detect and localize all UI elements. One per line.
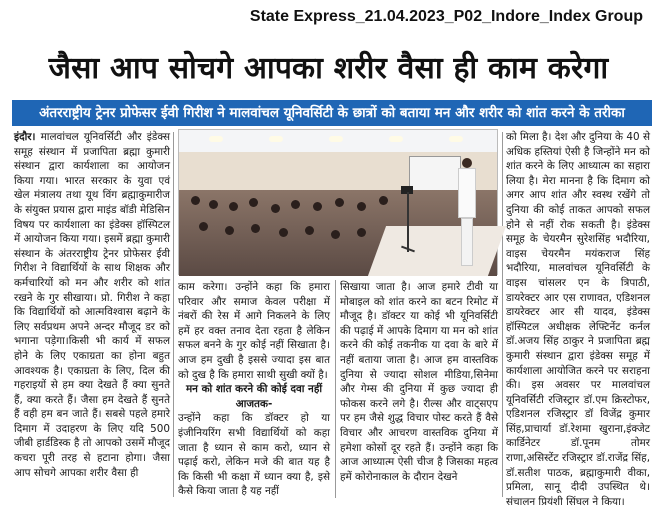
masthead-bar xyxy=(0,0,657,34)
masthead-text: State Express_21.04.2023_P02_Indore_Index Group xyxy=(249,8,643,25)
column-divider xyxy=(173,132,174,497)
headline: जैसा आप सोचगे आपका शरीर वैसा ही काम करेगा xyxy=(48,51,609,86)
subheadline-banner: अंतरराष्ट्रीय ट्रेनर प्रोफेसर ईवी गिरीश ने मालवांचल यूनिवर्सिटी के छात्रों को बताया मन और शरीर को शांत करने के तरीका xyxy=(12,100,652,126)
column-2-text-b: उन्होंने कहा कि डॉक्टर हो या इंजीनियरिंग सभी विद्यार्थियों को कहा जाता है ध्यान से काम करो, ध्यान से पढ़ाई करो, लेकिन मजे की बात यह है कि किसी भी कक्षा में ध्यान क्या है, इसे कैसे किया जाता है यह नहीं xyxy=(178,412,330,498)
column-3-text: सिखाया जाता है। आज हमारे टीवी या मोबाइल को शांत करने का बटन रिमोट में मौजूद है। डॉक्टर या कोई भी यूनिवर्सिटी की पढ़ाई में आपके दिमाग या मन को शांत करने की कोई तकनीक या दवा के बारे में नहीं बताया जाता है। आज हम वास्तविक दुनिया से ज्यादा सोशल मीडिया,सिनेमा और गेम्स की दुनिया में कुछ ज्यादा ही फोकस करने लगे है। रील्स और वाट्सएप पर हम जैसे शुद्ध विचार पोस्ट करते हैं वैसे विचार और आचरण वास्तविक दुनिया में हमेशा कोसों दूर रहते हैं। उन्होंने कहा कि आज आध्यात्म ऐसी चीज है जिसका महत्व हमें कोरोनाकाल के दौरान देखने xyxy=(340,281,498,483)
article-column-4 xyxy=(506,130,650,508)
article-column-3 xyxy=(340,280,498,500)
column-divider xyxy=(502,132,503,497)
column-1-text: मालवांचल यूनिवर्सिटी और इंडेक्स समूह संस्थान में प्रजापिता ब्रह्मा कुमारी संस्थान द्वारा कार्यशाला का आयोजन किया गया। भारत सरकार के युवा एवं खेल मंत्रालय तथा यूथ विंग ब्रह्माकुमारीज के संयुक्त प्रयास द्वारा माइंड बॉडी मेडिसिन विषय पर कार्यशाला का इंडेक्स हॉस्पिटल में आयोजन किया गया। इसमें ब्रह्मा कुमारी संस्थान के अंतरराष्ट्रीय ट्रेनर प्रोफेसर ईवी गिरीश ने विद्यार्थियों के साथ शिक्षक और कर्मचारियों को मन और शरीर को शांत रखने के गुर सीखाया। प्रो. गिरीश ने कहा कि विद्यार्थियों को आत्मविश्वास बढ़ाने के लिए सर्वप्रथम अपने अन्दर मौजूद डर को भगाना पड़ेगा।किसी भी कार्य में सफल होने के लिए एकाग्रता का होना बहुत आवश्यक है। एकाग्रता के लिए, दिल की गहराइयों से हम क्या देखते हैं क्या सुनते हैं, क्या करते हैं। जैसा हम देखते हैं सुनते हैं वही हम बन जाते हैं। सबसे पहले हमारे दिमाग में उदाहरण के लिए यदि 500 जीबी हार्डडिस्क है तो आपको उसमें मौजूद कचरा पूरी तरह से हटाना होगा। जैसा आप सोचगे आपका शरीर वैसा ही xyxy=(14,131,170,479)
article-column-2 xyxy=(178,280,330,500)
column-4-text: को मिला है। देश और दुनिया के 40 से अधिक हस्तियां ऐसी है जिन्होंने मन को शांत करने के लिए आध्यात्म का सहारा लिया है। मेरा मानना है कि दिमाग को अगर आप शांत और स्वस्थ रखेंगे तो दुनिया की कोई ताकत आपको सफल होने से नहीं रोक सकती है। इंडेक्स समूह के चेयरमैन सुरेशसिंह भदौरिया, वाइस चेयरमैन मयंकराज सिंह भदौरिया, मालवांचल यूनिवर्सिटी के वाइस चांसलर एन के त्रिपाठी, डायरेक्टर आर एस राणावत, एडिशनल डायरेक्टर आर सी यादव, इंडेक्स हॉस्पिटल अधीक्षक लेफ्टिनेंट कर्नल डॉ.अजय सिंह ठाकुर ने प्रजापिता ब्रह्म कुमारी संस्थान द्वारा इंडेक्स समूह में कार्यशाला आयोजित करने पर सराहना की। इस अवसर पर मालवांचल यूनिवर्सिटी रजिस्ट्रार डॉ.एम क्रिस्टोफर, एडिशनल रजिस्ट्रार डॉ विजेंद्र कुमार सिंह,प्राचार्या डॉ.रेशमा खुराना,इंक्जेट कार्डिनेटर डॉ.पूनम तोमर राणा,असिस्टेंट रजिस्ट्रार डॉ.राजेंद्र सिंह, डॉ.सतीश पाठक, ब्रह्माकुमारी वीका, प्रमिला, सानू दीदी उपस्थित थे। संचालन प्रियंशी सिंघल ने किया। xyxy=(506,131,650,508)
column-2-text: काम करेगा। उन्होंने कहा कि हमारा परिवार और समाज केवल परीक्षा में नंबरों की रेस में आगे निकलने के लिए हमें हर वक्त तनाव देता रहता है लेकिन सफल बनने के गुर कोई नहीं सिखाता है।आज हम दुखी है इससे ज्यादा इस बात को दुख है कि हमारा साथी सुखी क्यों है। xyxy=(178,281,330,381)
article-column-1 xyxy=(14,130,170,500)
dateline: इंदौर। xyxy=(14,131,36,143)
seminar-photo-icon xyxy=(178,129,498,275)
column-divider xyxy=(335,280,336,498)
subheading: मन को शांत करने की कोई दवा नहीं आजतक- xyxy=(185,383,323,410)
